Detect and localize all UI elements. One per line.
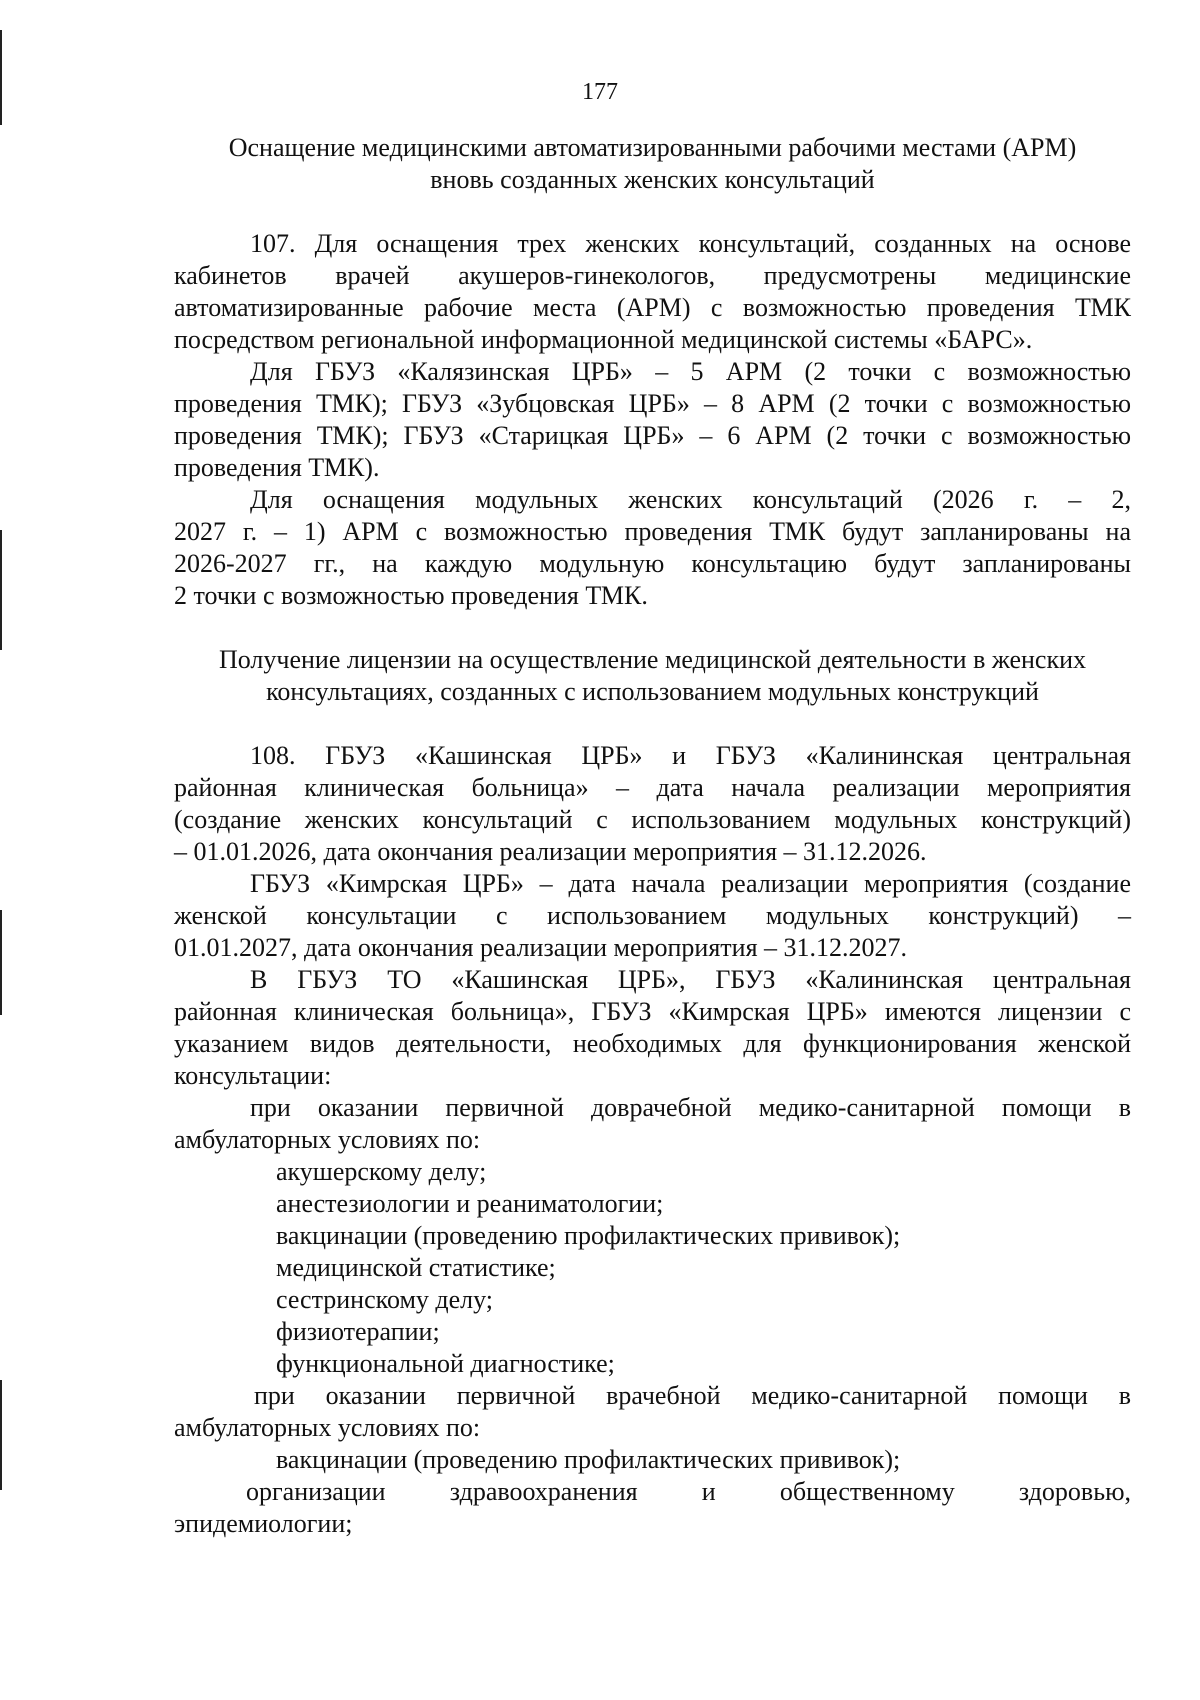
paragraph-line: районная клиническая больница», ГБУЗ «Кимрская ЦРБ» имеются лицензии с xyxy=(174,997,1131,1026)
paragraph-kimry xyxy=(174,868,1131,964)
paragraph-line: 107. Для оснащения трех женских консультаций, созданных на основе xyxy=(250,229,1131,258)
paragraph-line: 2 точки с возможностью проведения ТМК. xyxy=(174,581,648,610)
paragraph-prehospital-care xyxy=(174,1092,1131,1156)
section-heading-license xyxy=(174,644,1131,708)
paragraph-line: – 01.01.2026, дата окончания реализации мероприятия – 31.12.2026. xyxy=(174,837,927,866)
paragraph-line: 2027 г. – 1) АРМ с возможностью проведения ТМК будут запланированы на xyxy=(174,517,1131,546)
list-item: физиотерапии; xyxy=(276,1317,440,1346)
scan-edge-mark xyxy=(0,30,2,125)
paragraph-line: кабинетов врачей акушеров-гинекологов, предусмотрены медицинские xyxy=(174,261,1131,290)
paragraph-107 xyxy=(174,228,1131,356)
paragraph-modular xyxy=(174,484,1131,612)
paragraph-arm-counts xyxy=(174,356,1131,484)
paragraph-line: проведения ТМК); ГБУЗ «Старицкая ЦРБ» – 6 АРМ (2 точки с возможностью xyxy=(174,421,1131,450)
paragraph-line: женской консультации с использованием модульных конструкций) – xyxy=(174,901,1131,930)
section-heading-arm xyxy=(174,132,1131,196)
paragraph-line: консультации: xyxy=(174,1061,332,1090)
paragraph-line: автоматизированные рабочие места (АРМ) с возможностью проведения ТМК xyxy=(174,293,1131,322)
document-body xyxy=(174,132,1131,1540)
paragraph-line: при оказании первичной доврачебной медико-санитарной помощи в xyxy=(250,1093,1131,1122)
scan-edge-mark xyxy=(0,910,2,1015)
paragraph-line: посредством региональной информационной медицинской системы «БАРС». xyxy=(174,325,1033,354)
paragraph-licenses xyxy=(174,964,1131,1092)
paragraph-line: амбулаторных условиях по: xyxy=(174,1413,481,1442)
scan-edge-mark xyxy=(0,530,2,650)
paragraph-line: амбулаторных условиях по: xyxy=(174,1125,481,1154)
scan-edge-mark xyxy=(0,1380,2,1490)
paragraph-line: 108. ГБУЗ «Кашинская ЦРБ» и ГБУЗ «Калининская центральная xyxy=(250,741,1131,770)
list-item: функциональной диагностике; xyxy=(276,1349,615,1378)
paragraph-line: (создание женских консультаций с использованием модульных конструкций) xyxy=(174,805,1131,834)
heading-line: консультациях, созданных с использованием модульных конструкций xyxy=(266,677,1039,706)
heading-line: вновь созданных женских консультаций xyxy=(430,165,875,194)
list-item: анестезиологии и реаниматологии; xyxy=(276,1189,664,1218)
paragraph-line: В ГБУЗ ТО «Кашинская ЦРБ», ГБУЗ «Калининская центральная xyxy=(250,965,1131,994)
list-item: медицинской статистике; xyxy=(276,1253,556,1282)
paragraph-108 xyxy=(174,740,1131,868)
paragraph-line: 01.01.2027, дата окончания реализации мероприятия – 31.12.2027. xyxy=(174,933,908,962)
paragraph-organization xyxy=(174,1476,1131,1540)
paragraph-line: проведения ТМК); ГБУЗ «Зубцовская ЦРБ» – 8 АРМ (2 точки с возможностью xyxy=(174,389,1131,418)
paragraph-line: при оказании первичной врачебной медико-санитарной помощи в xyxy=(254,1381,1131,1410)
paragraph-line: проведения ТМК). xyxy=(174,453,380,482)
list-item: вакцинации (проведению профилактических прививок); xyxy=(276,1445,901,1474)
activity-list-prehospital xyxy=(174,1156,1131,1380)
paragraph-line: 2026-2027 гг., на каждую модульную консультацию будут запланированы xyxy=(174,549,1131,578)
paragraph-line: Для ГБУЗ «Калязинская ЦРБ» – 5 АРМ (2 точки с возможностью xyxy=(250,357,1131,386)
heading-line: Оснащение медицинскими автоматизированными рабочими местами (АРМ) xyxy=(228,133,1077,162)
page-number: 177 xyxy=(582,79,618,105)
activity-list-physician xyxy=(174,1444,1131,1476)
paragraph-line: ГБУЗ «Кимрская ЦРБ» – дата начала реализации мероприятия (создание xyxy=(250,869,1131,898)
paragraph-line: указанием видов деятельности, необходимых для функционирования женской xyxy=(174,1029,1131,1058)
list-item: сестринскому делу; xyxy=(276,1285,494,1314)
paragraph-line: организации здравоохранения и общественному здоровью, xyxy=(246,1477,1131,1506)
list-item: вакцинации (проведению профилактических прививок); xyxy=(276,1221,901,1250)
paragraph-line: районная клиническая больница» – дата начала реализации мероприятия xyxy=(174,773,1131,802)
paragraph-line: эпидемиологии; xyxy=(174,1509,353,1538)
paragraph-line: Для оснащения модульных женских консультаций (2026 г. – 2, xyxy=(250,485,1131,514)
paragraph-physician-care xyxy=(174,1380,1131,1444)
heading-line: Получение лицензии на осуществление медицинской деятельности в женских xyxy=(218,645,1087,674)
list-item: акушерскому делу; xyxy=(276,1157,487,1186)
